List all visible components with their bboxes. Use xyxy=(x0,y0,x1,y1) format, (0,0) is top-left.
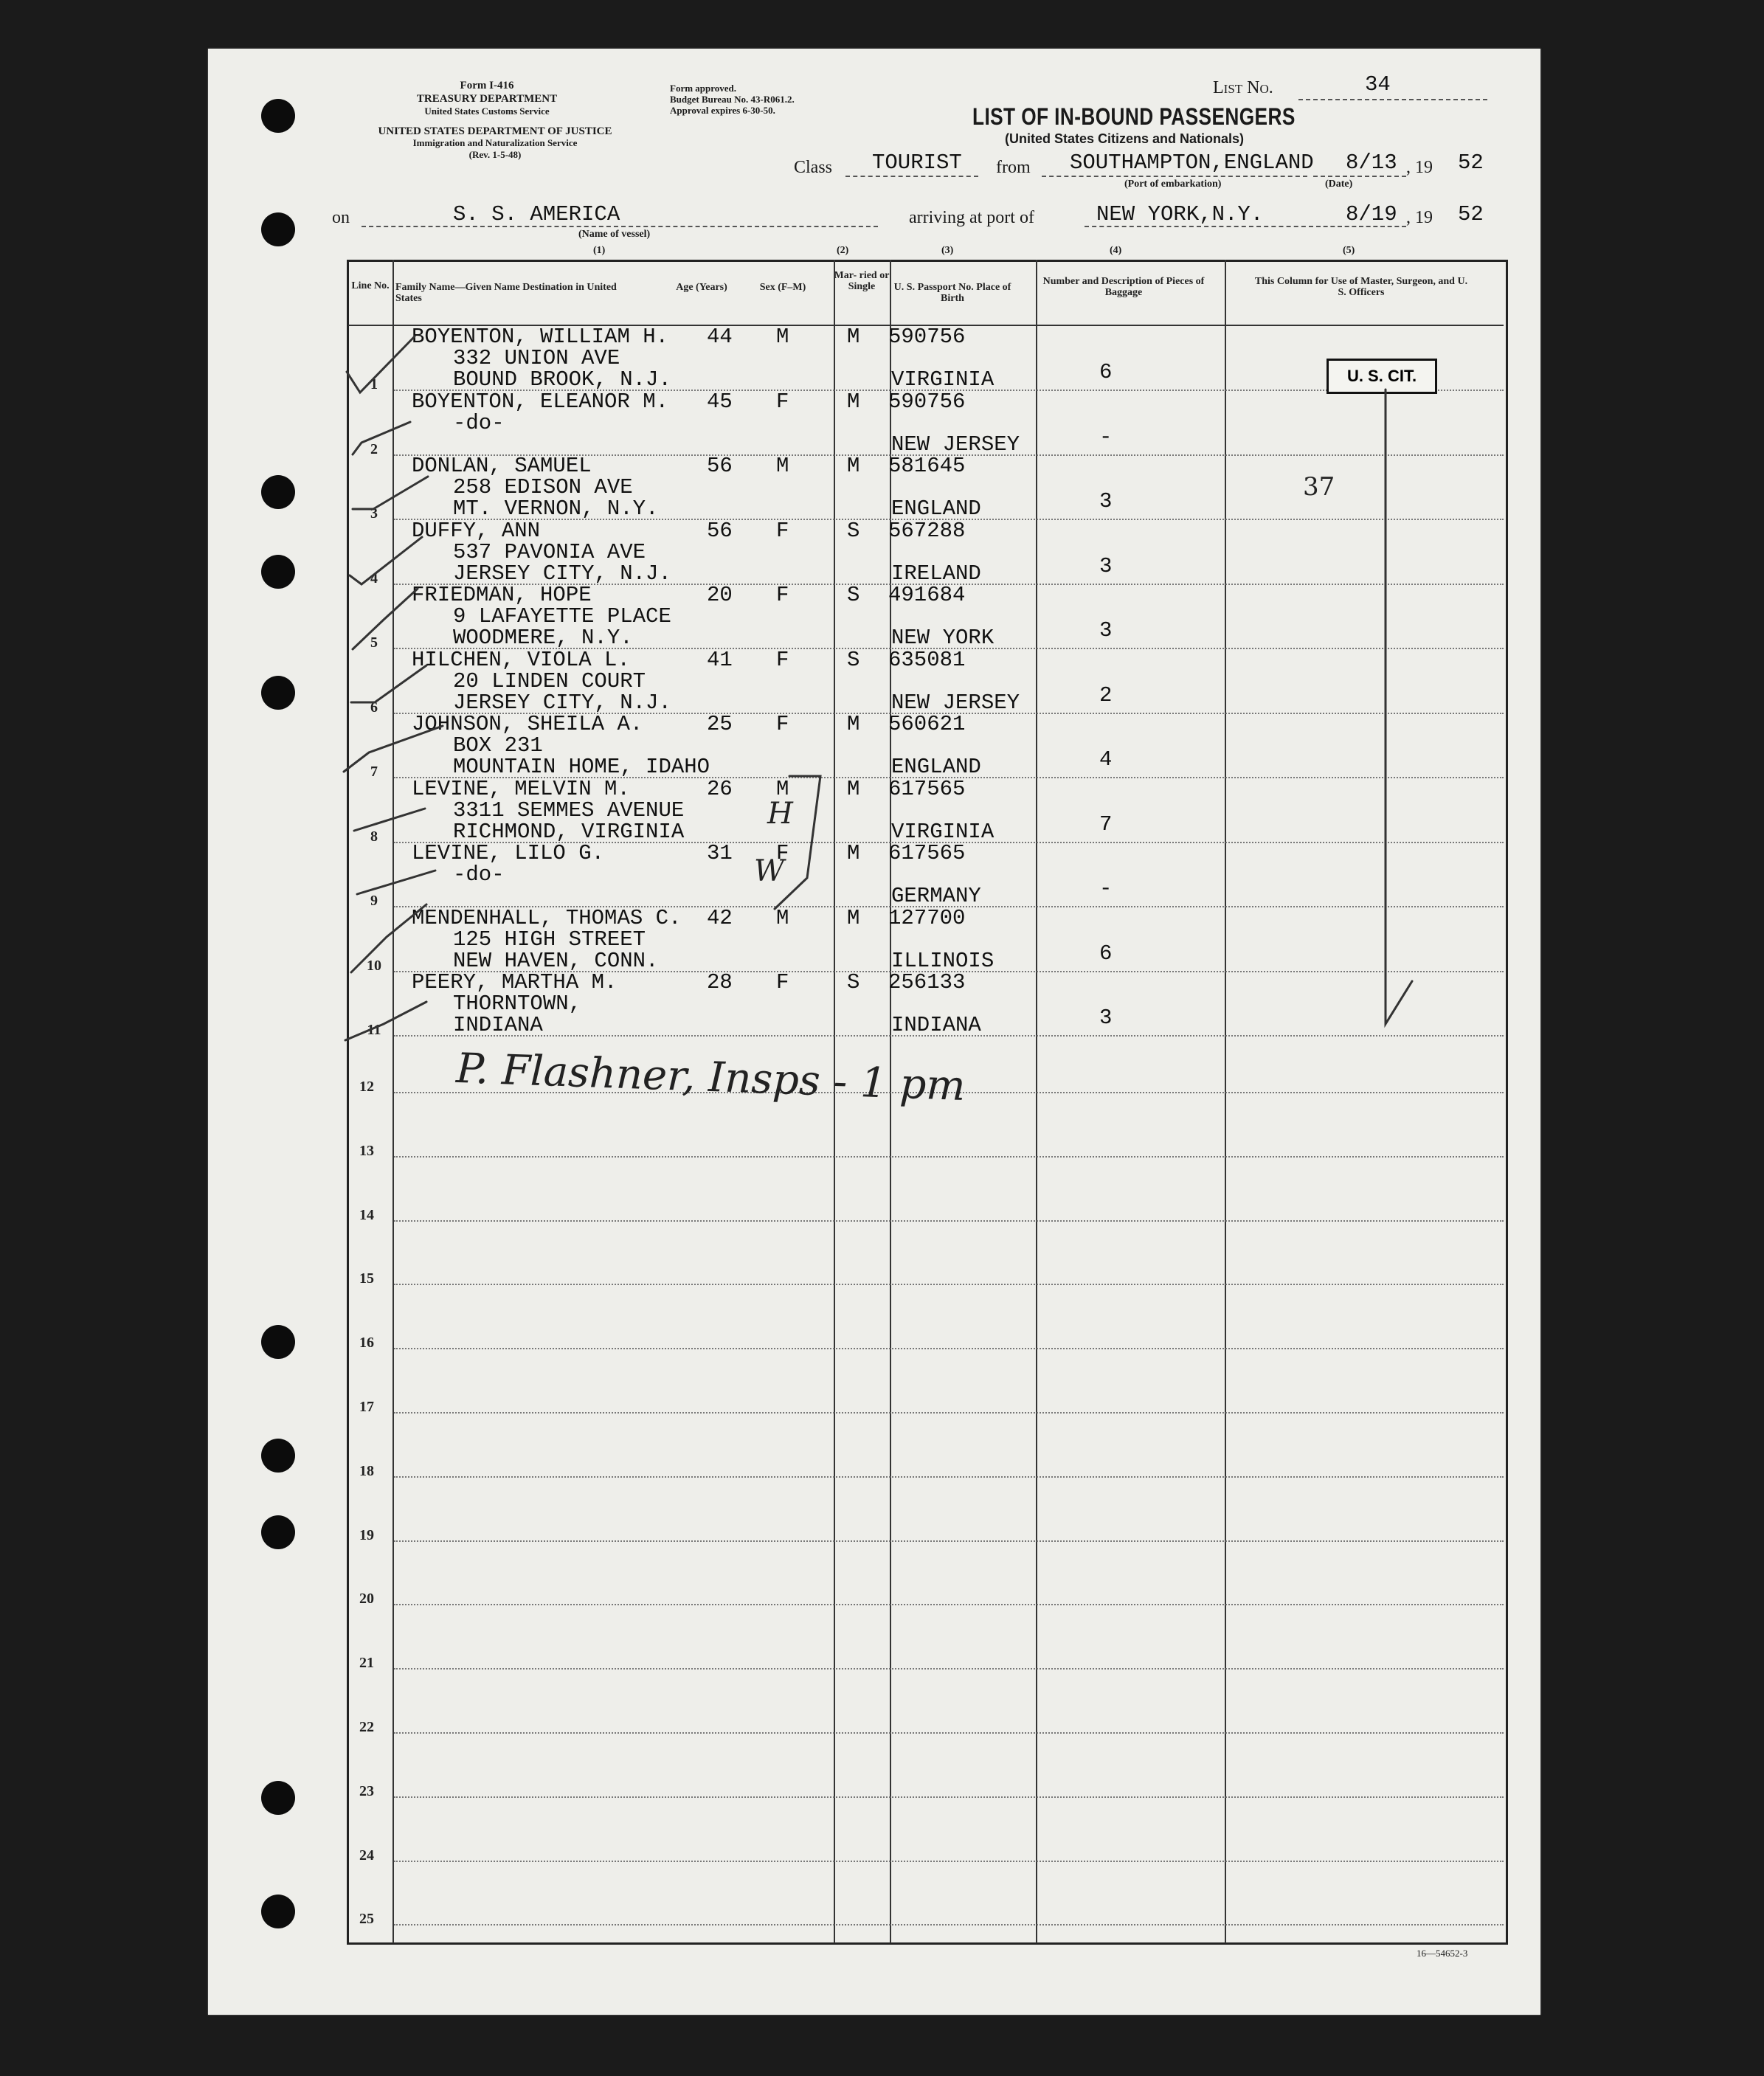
line-number: 5 xyxy=(370,634,378,651)
marital-status: M xyxy=(847,712,860,736)
passport-number: 590756 xyxy=(888,325,966,349)
marital-status: M xyxy=(847,776,860,801)
form-number: Form I-416 xyxy=(460,80,514,91)
place-of-birth: NEW YORK xyxy=(891,626,995,650)
port-of-embarkation: SOUTHAMPTON,ENGLAND xyxy=(1070,150,1314,175)
destination-address: -do- xyxy=(453,862,505,887)
passenger-name: BOYENTON, ELEANOR M. xyxy=(412,389,669,414)
passenger-sex: F xyxy=(776,389,789,414)
destination-address: 20 LINDEN COURT xyxy=(453,668,646,693)
destination-city: JERSEY CITY, N.J. xyxy=(453,690,671,715)
marital-status: M xyxy=(847,325,860,349)
col-line-no: Line No. xyxy=(351,280,390,291)
arrival-year-prefix: , 19 xyxy=(1406,208,1433,227)
baggage-count: 6 xyxy=(1099,941,1113,966)
justice-dept: UNITED STATES DEPARTMENT OF JUSTICE xyxy=(378,125,612,137)
marital-status: S xyxy=(847,518,860,543)
line-number: 2 xyxy=(370,440,378,457)
page-title: LIST OF IN-BOUND PASSENGERS xyxy=(972,103,1296,130)
customs-service: United States Customs Service xyxy=(424,105,550,117)
col-num-2: (2) xyxy=(837,245,849,256)
class-label: Class xyxy=(794,158,833,177)
baggage-count: 3 xyxy=(1099,618,1113,643)
line-number: 6 xyxy=(370,699,378,716)
passenger-sex: M xyxy=(776,905,789,930)
passenger-sex: F xyxy=(776,841,789,865)
handwritten-inspector-note: P. Flashner, Insps - 1 pm xyxy=(455,1044,966,1111)
passenger-name: PEERY, MARTHA M. xyxy=(412,970,618,994)
embark-date: 8/13 xyxy=(1346,150,1397,175)
passenger-sex: F xyxy=(776,583,789,607)
passport-number: 617565 xyxy=(888,841,966,865)
print-code: 16—54652-3 xyxy=(1417,1948,1468,1959)
line-number: 25 xyxy=(359,1911,374,1928)
place-of-birth: ENGLAND xyxy=(891,755,981,779)
destination-address: BOX 231 xyxy=(453,733,543,758)
arrival-port: NEW YORK,N.Y. xyxy=(1096,202,1264,226)
place-of-birth: NEW JERSEY xyxy=(891,690,1020,715)
list-number: 34 xyxy=(1365,72,1391,97)
margin-mark: W xyxy=(754,854,785,888)
destination-address: 332 UNION AVE xyxy=(453,346,620,370)
col-officers: This Column for Use of Master, Surgeon, and U. S. Officers xyxy=(1254,276,1468,298)
line-number: 19 xyxy=(359,1526,374,1543)
passenger-sex: F xyxy=(776,970,789,994)
passenger-sex: M xyxy=(776,454,789,478)
destination-address: 258 EDISON AVE xyxy=(453,475,633,499)
baggage-count: 4 xyxy=(1099,747,1113,772)
passenger-name: LEVINE, LILO G. xyxy=(412,841,605,865)
embark-caption: (Port of embarkation) xyxy=(1124,179,1222,190)
line-number: 1 xyxy=(370,376,378,392)
officer-count: 37 xyxy=(1303,472,1335,502)
vessel-name: S. S. AMERICA xyxy=(453,202,620,226)
page-subtitle: (United States Citizens and Nationals) xyxy=(1005,131,1245,146)
passenger-age: 20 xyxy=(707,583,733,607)
passenger-sex: F xyxy=(776,518,789,543)
place-of-birth: IRELAND xyxy=(891,561,981,586)
passenger-name: DONLAN, SAMUEL xyxy=(412,454,592,478)
destination-city: RICHMOND, VIRGINIA xyxy=(453,819,685,844)
passport-number: 127700 xyxy=(888,905,966,930)
line-number: 8 xyxy=(370,828,378,845)
line-number: 20 xyxy=(359,1591,374,1608)
passenger-age: 28 xyxy=(707,970,733,994)
passenger-age: 45 xyxy=(707,389,733,414)
marital-status: S xyxy=(847,583,860,607)
col-num-5: (5) xyxy=(1343,245,1355,256)
baggage-count: 3 xyxy=(1099,489,1113,513)
ins-service: Immigration and Naturalization Service xyxy=(412,137,578,148)
passenger-name: HILCHEN, VIOLA L. xyxy=(412,647,630,672)
passenger-sex: M xyxy=(776,776,789,801)
baggage-count: 2 xyxy=(1099,682,1113,707)
year-prefix: , 19 xyxy=(1406,158,1433,177)
baggage-count: 7 xyxy=(1099,812,1113,837)
place-of-birth: VIRGINIA xyxy=(891,819,995,844)
baggage-count: 6 xyxy=(1099,360,1113,384)
line-number: 12 xyxy=(359,1079,374,1095)
arrival-date: 8/19 xyxy=(1346,202,1397,226)
passport-number: 567288 xyxy=(888,518,966,543)
list-no-label: List No. xyxy=(1213,78,1273,97)
on-label: on xyxy=(332,208,350,227)
passenger-age: 25 xyxy=(707,712,733,736)
passenger-name: DUFFY, ANN xyxy=(412,518,541,543)
from-label: from xyxy=(996,158,1031,177)
line-number: 13 xyxy=(359,1142,374,1159)
line-number: 11 xyxy=(367,1022,381,1038)
passenger-sex: F xyxy=(776,647,789,672)
baggage-count: - xyxy=(1099,876,1113,901)
line-number: 7 xyxy=(370,764,378,780)
destination-address: 9 LAFAYETTE PLACE xyxy=(453,604,671,629)
line-number: 14 xyxy=(359,1206,374,1223)
line-number: 18 xyxy=(359,1462,374,1479)
col-num-3: (3) xyxy=(941,245,954,256)
stamp-ditto-line xyxy=(1386,390,1412,1024)
line-number: 24 xyxy=(359,1847,374,1864)
col-baggage: Number and Description of Pieces of Baggage xyxy=(1042,276,1205,298)
destination-city: INDIANA xyxy=(453,1013,543,1037)
passenger-age: 26 xyxy=(707,776,733,801)
col-num-4: (4) xyxy=(1110,245,1122,256)
passport-number: 256133 xyxy=(888,970,966,994)
place-of-birth: INDIANA xyxy=(891,1013,981,1037)
passport-number: 635081 xyxy=(888,647,966,672)
destination-address: 537 PAVONIA AVE xyxy=(453,539,646,564)
passenger-age: 44 xyxy=(707,325,733,349)
col-married: Mar- ried or Single xyxy=(834,270,890,292)
line-number: 21 xyxy=(359,1655,374,1672)
place-of-birth: GERMANY xyxy=(891,884,981,908)
destination-city: JERSEY CITY, N.J. xyxy=(453,561,671,586)
col-sex: Sex (F–M) xyxy=(759,282,806,293)
line-number: 9 xyxy=(370,893,378,909)
passenger-age: 41 xyxy=(707,647,733,672)
vessel-caption: (Name of vessel) xyxy=(578,229,651,240)
col-name: Family Name—Given Name Destination in United States xyxy=(395,282,617,304)
passenger-age: 42 xyxy=(707,905,733,930)
line-number: 22 xyxy=(359,1719,374,1735)
baggage-count: 3 xyxy=(1099,1006,1113,1030)
destination-city: NEW HAVEN, CONN. xyxy=(453,948,659,973)
destination-address: THORNTOWN, xyxy=(453,992,582,1016)
line-number: 3 xyxy=(370,505,378,522)
class-value: TOURIST xyxy=(872,150,962,175)
passport-number: 560621 xyxy=(888,712,966,736)
marital-status: S xyxy=(847,647,860,672)
place-of-birth: NEW JERSEY xyxy=(891,432,1020,457)
us-citizen-stamp: U. S. CIT. xyxy=(1327,359,1437,394)
place-of-birth: VIRGINIA xyxy=(891,367,995,392)
passenger-name: LEVINE, MELVIN M. xyxy=(412,776,630,801)
passport-number: 590756 xyxy=(888,389,966,414)
marital-status: M xyxy=(847,905,860,930)
treasury-dept: TREASURY DEPARTMENT xyxy=(416,93,558,105)
margin-bracket xyxy=(775,776,820,909)
revision: (Rev. 1-5-48) xyxy=(468,149,522,160)
marital-status: M xyxy=(847,454,860,478)
passenger-sex: M xyxy=(776,325,789,349)
passenger-name: FRIEDMAN, HOPE xyxy=(412,583,592,607)
col-age: Age (Years) xyxy=(676,282,727,293)
destination-address: 3311 SEMMES AVENUE xyxy=(453,797,685,823)
destination-city: WOODMERE, N.Y. xyxy=(453,626,633,650)
line-number: 16 xyxy=(359,1335,374,1352)
embark-year: 52 xyxy=(1458,150,1484,175)
arriving-label: arriving at port of xyxy=(909,208,1034,227)
budget-bureau: Budget Bureau No. 43-R061.2. xyxy=(670,94,795,105)
destination-city: MOUNTAIN HOME, IDAHO xyxy=(453,755,710,779)
col-num-1: (1) xyxy=(593,245,606,256)
marital-status: M xyxy=(847,841,860,865)
line-number: 15 xyxy=(359,1270,374,1287)
line-number: 10 xyxy=(367,957,381,974)
form-approved: Form approved. xyxy=(670,83,737,94)
destination-city: BOUND BROOK, N.J. xyxy=(453,367,671,392)
destination-address: 125 HIGH STREET xyxy=(453,927,646,952)
marital-status: S xyxy=(847,970,860,994)
passenger-name: BOYENTON, WILLIAM H. xyxy=(412,325,669,349)
place-of-birth: ILLINOIS xyxy=(891,948,995,973)
passenger-age: 56 xyxy=(707,454,733,478)
arrival-year: 52 xyxy=(1458,202,1484,226)
baggage-count: - xyxy=(1099,424,1113,449)
approval-expiry: Approval expires 6-30-50. xyxy=(670,105,775,116)
destination-address: -do- xyxy=(453,410,505,435)
passenger-age: 31 xyxy=(707,841,733,865)
passenger-name: JOHNSON, SHEILA A. xyxy=(412,712,643,736)
passport-number: 581645 xyxy=(888,454,966,478)
baggage-count: 3 xyxy=(1099,553,1113,578)
date-caption: (Date) xyxy=(1325,179,1353,190)
line-number: 23 xyxy=(359,1782,374,1799)
passenger-age: 56 xyxy=(707,518,733,543)
passenger-name: MENDENHALL, THOMAS C. xyxy=(412,905,682,930)
passport-number: 617565 xyxy=(888,776,966,801)
passenger-sex: F xyxy=(776,712,789,736)
line-number: 17 xyxy=(359,1399,374,1415)
line-number: 4 xyxy=(370,570,378,587)
marital-status: M xyxy=(847,389,860,414)
destination-city: MT. VERNON, N.Y. xyxy=(453,496,659,521)
col-passport: U. S. Passport No. Place of Birth xyxy=(893,282,1011,304)
place-of-birth: ENGLAND xyxy=(891,496,981,521)
margin-mark: H xyxy=(767,797,793,831)
passport-number: 491684 xyxy=(888,583,966,607)
